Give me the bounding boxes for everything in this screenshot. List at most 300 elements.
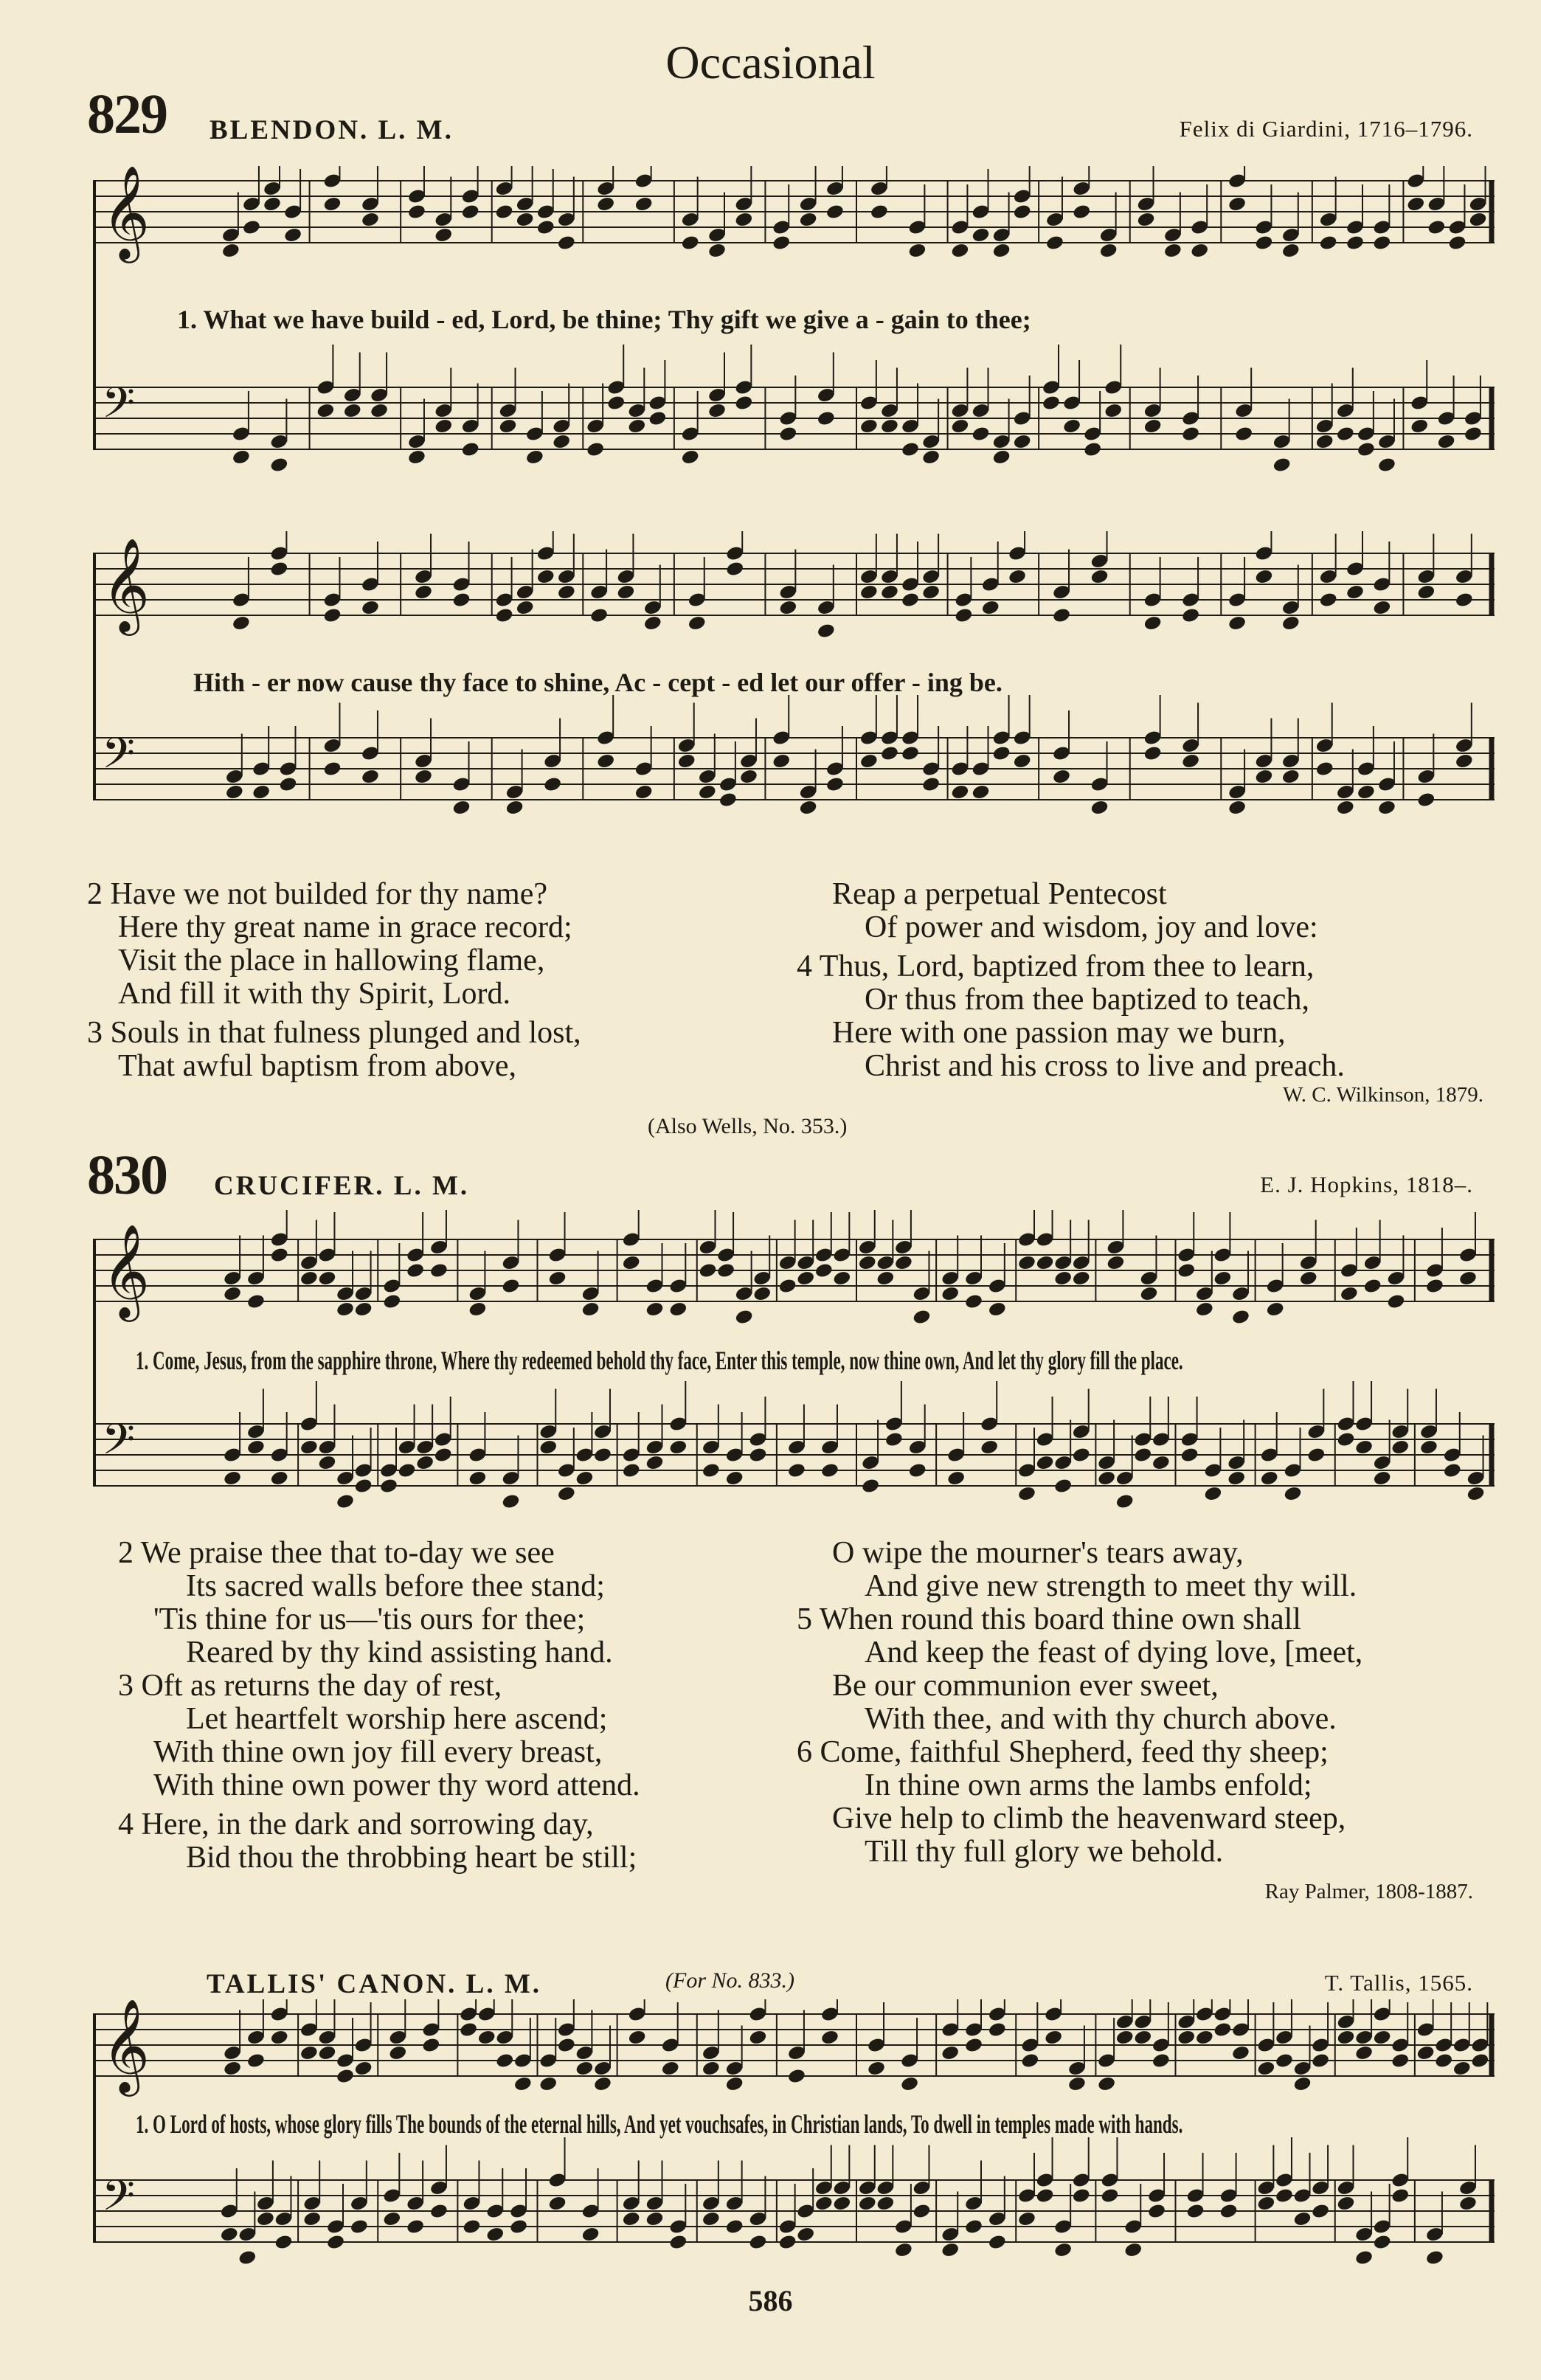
note-head [1354, 1439, 1374, 1456]
note-head [274, 2234, 293, 2251]
verse-line: Of power and wisdom, joy and love: [865, 910, 1318, 944]
note-head [246, 2052, 266, 2069]
note-head [1053, 1270, 1073, 1287]
note-head [543, 776, 562, 793]
note-head [557, 2037, 576, 2054]
tune-name-tallis-canon: TALLIS' CANON. L. M. [207, 1969, 542, 1999]
note-head [1013, 204, 1032, 221]
note-head [971, 783, 990, 800]
note-head [1346, 584, 1365, 601]
note-head [1035, 1254, 1054, 1271]
lyric-829-line-1: 1. What we have build - ed, Lord, be thine; Thy gift we give a - gain to thee; [177, 305, 1031, 334]
note-head [1299, 1270, 1318, 1287]
note-head [1391, 2052, 1410, 2069]
note-head [627, 418, 646, 435]
note-head [950, 242, 969, 259]
note-head [414, 584, 433, 601]
note-head [688, 615, 707, 632]
note-head [814, 1262, 834, 1279]
section-title: Occasional [665, 36, 876, 89]
note-head [557, 1485, 576, 1502]
note-head [270, 1247, 289, 1264]
note-head [246, 1439, 266, 1456]
note-head [525, 449, 544, 466]
note-head [748, 2234, 767, 2251]
note-head [1213, 1270, 1232, 1287]
note-head [971, 426, 990, 443]
note-head [606, 395, 626, 412]
verse-line: Reap a perpetual Pentecost [832, 877, 1167, 911]
note-head [536, 568, 555, 585]
note-head [707, 242, 727, 259]
note-head [1097, 2075, 1116, 2092]
composer-830: E. J. Hopkins, 1818–. [1260, 1172, 1473, 1197]
note-head [858, 1254, 877, 1271]
note-head [1406, 196, 1425, 212]
note-head [1336, 2029, 1355, 2046]
note-head [867, 2060, 886, 2077]
note-head [787, 1462, 806, 1479]
treble-clef [102, 166, 150, 263]
note-head [1052, 607, 1071, 624]
verse-line: With thine own power thy word attend. [153, 1768, 640, 1802]
note-head [1466, 1485, 1485, 1502]
staff [93, 345, 1495, 473]
note-head [322, 761, 342, 778]
note-head [1042, 395, 1061, 412]
note-head [988, 2021, 1007, 2038]
note-head [796, 2226, 815, 2243]
note-head [921, 584, 941, 601]
note-head [547, 1270, 567, 1287]
note-head [586, 441, 605, 458]
verses-829-right [797, 878, 1345, 1083]
note-head [1227, 196, 1247, 212]
note-head [263, 196, 282, 212]
note-head [820, 1462, 839, 1479]
staff [93, 1210, 1495, 1325]
note-head [1464, 426, 1483, 443]
note-head [1275, 2052, 1294, 2069]
note-head [971, 226, 990, 243]
note-head [225, 783, 244, 800]
svg-text:𝄞: 𝄞 [102, 537, 150, 632]
note-head [589, 607, 609, 624]
note-head [1143, 745, 1163, 762]
note-head [1373, 2029, 1392, 2046]
note-head [880, 745, 899, 762]
note-head [668, 1439, 688, 1456]
note-head [859, 418, 879, 435]
note-head [581, 1301, 600, 1318]
note-head [901, 441, 920, 458]
note-head [1133, 2029, 1152, 2046]
note-head [1281, 242, 1301, 259]
note-head [495, 2052, 514, 2069]
note-head [269, 457, 288, 474]
note-head [921, 776, 941, 793]
note-head [232, 615, 251, 632]
verse-line: Here thy great name in grace record; [118, 910, 572, 944]
note-head [772, 753, 791, 769]
verse-line: O wipe the mourner's tears away, [832, 1536, 1244, 1570]
staff [93, 2137, 1495, 2266]
note-head [336, 1301, 355, 1318]
note-head [1143, 418, 1163, 435]
note-head [322, 196, 342, 212]
note-head [787, 2068, 806, 2085]
note-head [772, 235, 791, 252]
note-head [622, 2210, 641, 2227]
note-head [1143, 615, 1163, 632]
verse-line: Its sacred walls before thee stand; [186, 1569, 605, 1603]
verse-line: Let heartfelt worship here ascend; [186, 1702, 608, 1736]
note-head [884, 1431, 904, 1448]
note-head [1354, 2249, 1374, 2266]
note-head [1097, 1470, 1116, 1487]
note-head [894, 1254, 913, 1271]
lyric-tallis-line-1: 1. O Lord of hosts, whose glory fills The bounds of the eternal hills, And yet vouchsafes, in Christian lands, To dwell in temples made with hands. [136, 2109, 1183, 2139]
note-head [1133, 1447, 1152, 1464]
note-head [825, 776, 845, 793]
note-head [634, 783, 654, 800]
note-head [1470, 2052, 1489, 2069]
note-head [494, 204, 513, 221]
note-head [907, 242, 927, 259]
svg-text:𝄢: 𝄢 [102, 2170, 136, 2231]
note-head [498, 418, 517, 435]
note-head [799, 799, 818, 816]
note-head [1035, 1454, 1054, 1471]
note-head [596, 753, 615, 769]
note-head [992, 449, 1011, 466]
note-head [1292, 2210, 1312, 2227]
svg-text:𝄞: 𝄞 [102, 1999, 150, 2092]
note-head [238, 2249, 257, 2266]
note-head [1123, 2241, 1143, 2258]
note-head [870, 204, 889, 221]
note-head [1254, 568, 1273, 585]
note-head [668, 1301, 688, 1318]
note-head [462, 2218, 481, 2235]
composer-829: Felix di Giardini, 1716–1796. [1179, 116, 1473, 142]
note-head [361, 599, 380, 616]
note-head [734, 395, 753, 412]
note-head [350, 2218, 369, 2235]
note-head [223, 1285, 242, 1302]
note-head [964, 1293, 983, 1310]
note-head [1311, 2203, 1330, 2220]
note-head [1272, 457, 1292, 474]
note-head [596, 196, 615, 212]
note-head [1427, 219, 1446, 236]
note-head [1020, 2052, 1039, 2069]
note-head [221, 242, 240, 259]
staff [93, 531, 1495, 639]
staff [93, 1381, 1495, 1509]
note-head [1336, 799, 1355, 816]
verse-line: Here with one passion may we burn, [832, 1016, 1286, 1050]
note-head [725, 2075, 744, 2092]
note-head [1455, 592, 1474, 609]
tune-name-blendon: BLENDON. L. M. [209, 115, 454, 145]
note-head [1052, 768, 1071, 785]
note-head [1357, 441, 1376, 458]
note-head [941, 1285, 960, 1302]
note-head [1275, 2187, 1294, 2204]
note-head [964, 2218, 983, 2235]
note-head [494, 607, 513, 624]
note-head [1254, 768, 1273, 785]
note-head [622, 1462, 641, 1479]
note-head [1357, 783, 1376, 800]
staff [93, 695, 1495, 816]
note-head [382, 1293, 401, 1310]
note-head [516, 599, 535, 616]
verses-829-left [87, 878, 581, 1083]
note-head [1190, 242, 1209, 259]
note-head [516, 211, 535, 228]
author-830: Ray Palmer, 1808-1887. [1264, 1880, 1473, 1903]
note-head [421, 2037, 440, 2054]
note-head [1219, 2203, 1239, 2220]
note-head [343, 402, 362, 419]
note-head [716, 1262, 735, 1279]
note-head [1437, 433, 1456, 450]
note-head [718, 792, 738, 809]
note-head [677, 753, 696, 769]
note-head [725, 561, 744, 578]
note-head [643, 615, 662, 632]
note-head [1181, 607, 1200, 624]
note-head [242, 219, 261, 236]
note-head [256, 2210, 275, 2227]
note-head [778, 599, 797, 616]
note-head [1266, 1301, 1285, 1318]
note-head [648, 410, 667, 427]
note-head [1391, 1439, 1410, 1456]
note-head [681, 449, 700, 466]
note-head [379, 1478, 398, 1495]
note-head [326, 2234, 345, 2251]
svg-text:𝄞: 𝄞 [102, 166, 150, 259]
note-head [1416, 2044, 1436, 2061]
svg-text:𝄢: 𝄢 [102, 1414, 136, 1475]
note-head [778, 1278, 797, 1295]
note-head [1281, 768, 1301, 785]
note-head [1053, 1478, 1073, 1495]
note-head [1416, 584, 1436, 601]
music-staff-830 [93, 1210, 1502, 1542]
note-head [1283, 1485, 1302, 1502]
bass-clef [102, 378, 135, 438]
note-head [468, 1301, 487, 1318]
note-head [269, 561, 288, 578]
note-head [1213, 2021, 1232, 2038]
note-head [1136, 211, 1155, 228]
note-head [429, 1262, 449, 1279]
note-head [370, 402, 389, 419]
note-head [616, 584, 635, 601]
note-head [407, 204, 426, 221]
note-head [1319, 592, 1338, 609]
note-head [501, 1278, 520, 1295]
note-head [1227, 615, 1247, 632]
note-head [988, 2234, 1007, 2251]
note-head [1072, 1447, 1091, 1464]
note-head [1231, 2044, 1250, 2061]
note-head [1100, 2187, 1119, 2204]
note-head [575, 1470, 594, 1487]
note-head [735, 1309, 754, 1326]
music-staff-829-system-1 [93, 166, 1502, 513]
note-head [415, 1454, 434, 1471]
note-head [1306, 1447, 1326, 1464]
note-head [1410, 418, 1429, 435]
verse-line: 4 Thus, Lord, baptized from thee to learn, [797, 949, 1315, 983]
note-head [1152, 2052, 1171, 2069]
note-head [575, 2060, 594, 2077]
note-head [941, 2241, 960, 2258]
note-head [1372, 599, 1391, 616]
note-head [270, 2029, 289, 2046]
note-head [407, 449, 426, 466]
note-head [702, 2060, 721, 2077]
note-head [1340, 1285, 1359, 1302]
note-head [1227, 799, 1247, 816]
note-head [220, 2226, 239, 2243]
note-head [1391, 2187, 1410, 2204]
verse-line: Christ and his cross to live and preach. [865, 1049, 1345, 1083]
hymn-number-830: 830 [87, 1144, 167, 1206]
verse-line: And keep the feast of dying love, [meet, [865, 1636, 1363, 1670]
note-head [901, 745, 920, 762]
note-head [1377, 799, 1396, 816]
note-head [1443, 1462, 1462, 1479]
note-head [1013, 433, 1032, 450]
note-head [1181, 753, 1200, 769]
note-head [581, 2226, 600, 2243]
note-head [270, 1470, 289, 1487]
note-head [1139, 1285, 1158, 1302]
note-head [900, 2075, 919, 2092]
note-head [468, 1470, 487, 1487]
note-head [1425, 1278, 1444, 1295]
note-head [1147, 2203, 1166, 2220]
verse-line: With thee, and with thy church above. [865, 1702, 1337, 1736]
note-head [1315, 433, 1334, 450]
verse-line: 3 Souls in that fulness plunged and lost, [87, 1016, 581, 1050]
note-head [817, 410, 836, 427]
note-head [950, 418, 969, 435]
note-head [397, 1462, 416, 1479]
verse-line: That awful baptism from above, [118, 1049, 517, 1083]
note-head [901, 592, 920, 609]
note-head [1177, 1262, 1196, 1279]
also-tune-note: (Also Wells, No. 353.) [648, 1114, 848, 1138]
svg-text:𝄢: 𝄢 [102, 378, 136, 438]
note-head [317, 1454, 336, 1471]
note-head [1416, 792, 1436, 809]
note-head [1336, 1431, 1355, 1448]
note-head [859, 584, 879, 601]
note-head [316, 402, 335, 419]
note-head [1354, 2044, 1374, 2061]
note-head [980, 1439, 999, 1456]
note-head [698, 1262, 717, 1279]
note-head [1254, 235, 1273, 252]
note-head [1017, 2210, 1036, 2227]
note-head [283, 226, 302, 243]
note-head [825, 204, 845, 221]
note-head [1260, 1470, 1279, 1487]
note-head [912, 2203, 931, 2220]
note-head [645, 1301, 664, 1318]
note-head [1346, 235, 1365, 252]
note-head [388, 2044, 407, 2061]
note-head [557, 235, 576, 252]
note-head [382, 2210, 401, 2227]
note-head [1458, 1270, 1478, 1287]
note-head [1447, 235, 1466, 252]
verse-line: With thine own joy fill every breast, [153, 1735, 603, 1769]
treble-clef [102, 537, 150, 636]
note-head [1372, 235, 1391, 252]
note-head [501, 1493, 520, 1510]
note-head [876, 1270, 895, 1287]
note-head [354, 2060, 373, 2077]
note-head [820, 2029, 839, 2046]
note-head [1452, 2060, 1472, 2077]
note-head [246, 1293, 266, 1310]
note-head [1292, 2075, 1312, 2092]
note-head [1017, 1485, 1036, 1502]
note-head [434, 226, 453, 243]
note-head [778, 426, 797, 443]
note-head [513, 2075, 533, 2092]
note-head [461, 441, 480, 458]
note-head [941, 2044, 960, 2061]
note-head [1013, 753, 1032, 769]
note-head [832, 1270, 851, 1287]
note-head [861, 1478, 880, 1495]
note-head [223, 2060, 242, 2077]
verses-830-left [118, 1537, 640, 1875]
note-head [477, 2029, 496, 2046]
note-head [1336, 2195, 1355, 2212]
note-head [1062, 418, 1081, 435]
note-head [593, 1447, 612, 1464]
note-head [485, 2226, 505, 2243]
note-head [752, 1285, 772, 1302]
verse-line: And fill it with thy Spirit, Lord. [118, 977, 510, 1011]
note-head [414, 768, 433, 785]
verse-line: In thine own arms the lambs enfold; [865, 1768, 1312, 1802]
note-head [859, 753, 879, 769]
note-head [552, 433, 571, 450]
note-head [1373, 2234, 1392, 2251]
note-head [1072, 2187, 1091, 2204]
note-head [661, 2060, 680, 2077]
note-head [1008, 568, 1027, 585]
note-head [557, 584, 576, 601]
svg-text:𝄞: 𝄞 [102, 1223, 150, 1318]
note-head [908, 1462, 927, 1479]
note-head [1115, 2029, 1135, 2046]
note-head [1336, 426, 1355, 443]
lyric-829-line-2: Hith - er now cause thy face to shine, Ac - cept - ed let our offer - ing be. [193, 668, 1002, 697]
verse-line: Or thus from thee baptized to teach, [865, 983, 1309, 1017]
